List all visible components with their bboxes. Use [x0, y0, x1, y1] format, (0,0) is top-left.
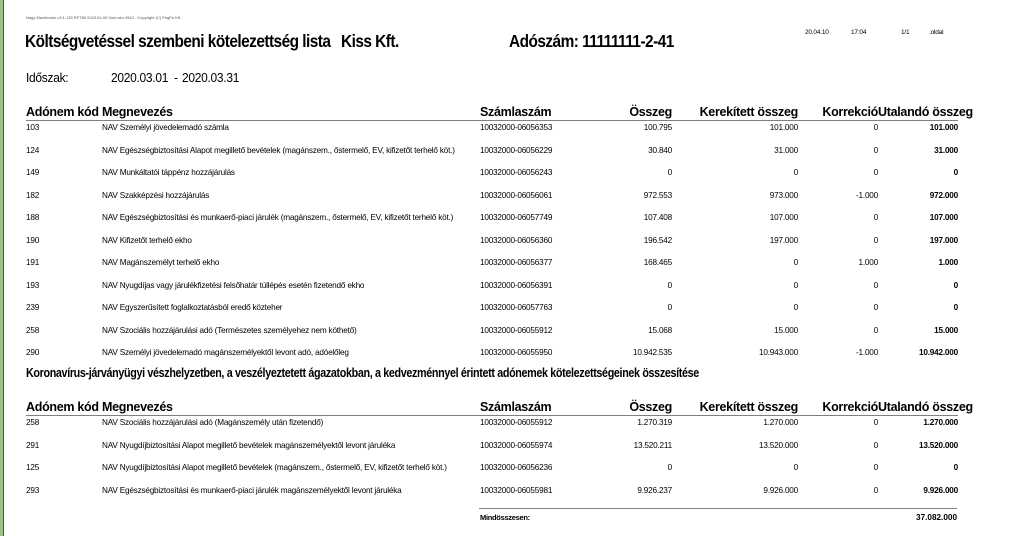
cell-code: 293: [26, 485, 40, 495]
page-label: .oldal: [929, 29, 944, 36]
cell-code: 258: [26, 325, 40, 335]
cell-rounded: 1.270.000: [763, 418, 798, 427]
cell-rounded: 15.000: [774, 325, 798, 335]
cell-correction: -1.000: [855, 348, 878, 357]
cell-code: 182: [26, 190, 40, 200]
col-header-code: Adónem kód: [26, 398, 102, 416]
liabilities-table: [26, 103, 973, 369]
section-title-covid: Koronavírus-járványügyi vészhelyzetben, a veszélyeztetett ágazatokban, a kedvezménnyel érintett adónemek kötelezettségeinek összesítése: [26, 366, 699, 380]
cell-account: 10032000-06056236: [480, 463, 553, 472]
cell-name: NAV Szakképzési hozzájárulás: [102, 190, 210, 200]
cell-account: 10032000-06056360: [480, 235, 553, 245]
cell-rounded: 0: [793, 463, 798, 472]
cell-sum: 168.465: [643, 258, 672, 267]
cell-rounded: 101.000: [769, 123, 798, 132]
tax-number: Adószám: 11111111-2-41: [509, 31, 674, 51]
cell-name: NAV Személyi jövedelemadó számla: [102, 123, 229, 132]
cell-account: 10032000-06056391: [480, 280, 553, 290]
cell-code: 149: [26, 168, 40, 177]
cell-correction: 0: [873, 440, 878, 450]
col-header-payable: Utalandó összeg: [878, 399, 973, 414]
col-header-payable: Utalandó összeg: [878, 104, 973, 119]
cell-correction: 0: [873, 145, 878, 155]
cell-sum: 9.926.237: [637, 485, 672, 495]
table-row: [26, 484, 958, 507]
cell-payable: 972.000: [929, 190, 958, 200]
period-from: 2020.03.01: [111, 70, 169, 85]
print-time: 17:04: [851, 29, 867, 36]
col-header-correction: Korrekció: [798, 103, 878, 121]
cell-sum: 1.270.319: [637, 418, 672, 427]
cell-correction: 0: [873, 213, 878, 222]
cell-payable: 31.000: [934, 145, 958, 155]
cell-account: 10032000-06055950: [480, 348, 553, 357]
cell-sum: 10.942.535: [633, 348, 672, 357]
col-header-rounded: Kerekített összeg: [672, 398, 798, 416]
period-separator: -: [174, 70, 178, 85]
cell-rounded: 13.520.000: [759, 440, 798, 450]
cell-name: NAV Kifizetőt terhelő ekho: [102, 235, 192, 245]
cell-sum: 0: [667, 463, 672, 472]
page-number: 1/1: [901, 29, 910, 36]
cell-payable: 13.520.000: [919, 440, 958, 450]
cell-payable: 0: [953, 168, 958, 177]
cell-rounded: 0: [793, 258, 798, 267]
cell-account: 10032000-06056229: [480, 145, 553, 155]
cell-account: 10032000-06057763: [480, 303, 553, 312]
cell-sum: 13.520.211: [633, 440, 672, 450]
cell-name: NAV Magánszemélyt terhelő ekho: [102, 258, 220, 267]
cell-rounded: 107.000: [769, 213, 798, 222]
col-header-code: Adónem kód: [26, 103, 102, 121]
table-row: [26, 279, 958, 302]
cell-correction: 0: [873, 463, 878, 472]
cell-sum: 0: [667, 168, 672, 177]
col-header-sum: Összeg: [592, 398, 672, 416]
cell-code: 291: [26, 440, 40, 450]
cell-rounded: 197.000: [769, 235, 798, 245]
cell-name: NAV Munkáltatói táppénz hozzájárulás: [102, 168, 235, 177]
table-row: [26, 166, 958, 189]
cell-correction: 0: [873, 325, 878, 335]
cell-name: NAV Nyugdíjbiztosítási Alapot megillető bevételek magánszemélyektől levont járuléka: [102, 440, 396, 450]
table-row: [26, 189, 958, 212]
cell-payable: 101.000: [929, 123, 958, 132]
col-header-rounded: Kerekített összeg: [672, 103, 798, 121]
col-header-account: Számlaszám: [480, 398, 592, 416]
table-row: [26, 324, 958, 347]
cell-sum: 0: [667, 280, 672, 290]
cell-correction: 0: [873, 168, 878, 177]
col-header-name: Megnevezés: [102, 398, 480, 416]
table-header-row: [26, 103, 958, 121]
cell-name: NAV Nyugdíjbiztosítási Alapot megillető bevételek (magánszem., őstermelő, EV, kifizetőt terhelő köt.): [102, 463, 447, 472]
col-header-name: Megnevezés: [102, 103, 480, 121]
grand-total-label: Mindösszesen:: [480, 513, 530, 522]
cell-correction: 1.000: [858, 258, 878, 267]
print-date: 20.04.10: [805, 29, 829, 36]
cell-name: NAV Egyszerűsített foglalkoztatásból eredő közteher: [102, 303, 283, 312]
cell-code: 103: [26, 123, 40, 132]
cell-account: 10032000-06056377: [480, 258, 553, 267]
cell-payable: 197.000: [929, 235, 958, 245]
cell-account: 10032000-06055912: [480, 418, 553, 427]
cell-payable: 1.000: [938, 258, 958, 267]
cell-sum: 972.553: [643, 190, 672, 200]
table-row: [26, 144, 958, 167]
cell-name: NAV Egészségbiztosítási Alapot megillető bevételek (magánszem., őstermelő, EV, kifizetőt terhelő köt.): [102, 145, 455, 155]
cell-rounded: 973.000: [769, 190, 798, 200]
cell-account: 10032000-06056353: [480, 123, 553, 132]
cell-sum: 100.795: [643, 123, 672, 132]
cell-payable: 1.270.000: [923, 418, 958, 427]
cell-payable: 0: [953, 303, 958, 312]
table-row: [26, 234, 958, 257]
cell-payable: 0: [953, 463, 958, 472]
cell-code: 193: [26, 280, 40, 290]
cell-name: NAV Egészségbiztosítási és munkaerő-piaci járulék magánszemélyektől levont járuléka: [102, 485, 402, 495]
covid-liabilities-table: [26, 398, 973, 506]
cell-code: 124: [26, 145, 40, 155]
cell-account: 10032000-06056061: [480, 190, 553, 200]
table-row: [26, 416, 958, 439]
cell-code: 125: [26, 463, 40, 472]
report-title: Költségvetéssel szembeni kötelezettség lista: [25, 31, 331, 51]
col-header-account: Számlaszám: [480, 103, 592, 121]
cell-code: 188: [26, 213, 40, 222]
cell-correction: 0: [873, 485, 878, 495]
cell-payable: 107.000: [929, 213, 958, 222]
cell-code: 190: [26, 235, 40, 245]
cell-code: 239: [26, 303, 40, 312]
table-row: [26, 461, 958, 484]
cell-account: 10032000-06057749: [480, 213, 553, 222]
cell-payable: 10.942.000: [919, 348, 958, 357]
cell-name: NAV Személyi jövedelemadó magánszemélyektől levont adó, adóelőleg: [102, 348, 349, 357]
period-to: 2020.03.31: [182, 70, 240, 85]
cell-rounded: 31.000: [774, 145, 798, 155]
cell-payable: 0: [953, 280, 958, 290]
table-row: [26, 121, 958, 144]
cell-correction: 0: [873, 123, 878, 132]
cell-rounded: 0: [793, 168, 798, 177]
cell-code: 258: [26, 418, 40, 427]
company-name: Kiss Kft.: [341, 31, 399, 51]
cell-payable: 9.926.000: [923, 485, 958, 495]
cell-account: 10032000-06056243: [480, 168, 553, 177]
cell-account: 10032000-06055981: [480, 485, 553, 495]
table-row: [26, 439, 958, 462]
col-header-sum: Összeg: [592, 103, 672, 121]
cell-sum: 0: [667, 303, 672, 312]
cell-correction: -1.000: [855, 190, 878, 200]
cell-name: NAV Egészségbiztosítási és munkaerő-piaci járulék (magánszem., őstermelő, EV, kifizetőt terhelő köt.): [102, 213, 454, 222]
cell-account: 10032000-06055974: [480, 440, 553, 450]
cell-rounded: 0: [793, 280, 798, 290]
cell-sum: 15.068: [648, 325, 672, 335]
cell-correction: 0: [873, 280, 878, 290]
cell-account: 10032000-06055912: [480, 325, 553, 335]
cell-correction: 0: [873, 235, 878, 245]
cell-correction: 0: [873, 303, 878, 312]
cell-sum: 107.408: [643, 213, 672, 222]
table-row: [26, 211, 958, 234]
cell-rounded: 10.943.000: [759, 348, 798, 357]
program-info-line: Nagy Machinator v3.1.139 RFT89 2020.04.09 Sum:sim 4942 - Copyright (C) PegFe Kft.: [26, 15, 182, 20]
total-divider: [479, 508, 957, 509]
cell-correction: 0: [873, 418, 878, 427]
cell-payable: 15.000: [934, 325, 958, 335]
cell-code: 191: [26, 258, 40, 267]
table-row: [26, 301, 958, 324]
cell-name: NAV Szociális hozzájárulási adó (Természetes személyehez nem köthető): [102, 325, 357, 335]
period-label: Időszak:: [26, 70, 69, 85]
cell-rounded: 9.926.000: [763, 485, 798, 495]
table-row: [26, 256, 958, 279]
cell-name: NAV Nyugdíjas vagy járulékfizetési felsőhatár túllépés esetén fizetendő ekho: [102, 280, 365, 290]
table-header-row: [26, 398, 958, 416]
cell-sum: 30.840: [648, 145, 672, 155]
cell-name: NAV Szociális hozzájárulási adó (Magánszemély után fizetendő): [102, 418, 324, 427]
cell-sum: 196.542: [643, 235, 672, 245]
cell-rounded: 0: [793, 303, 798, 312]
cell-code: 290: [26, 348, 40, 357]
col-header-correction: Korrekció: [798, 398, 878, 416]
grand-total-value: 37.082.000: [916, 513, 957, 522]
